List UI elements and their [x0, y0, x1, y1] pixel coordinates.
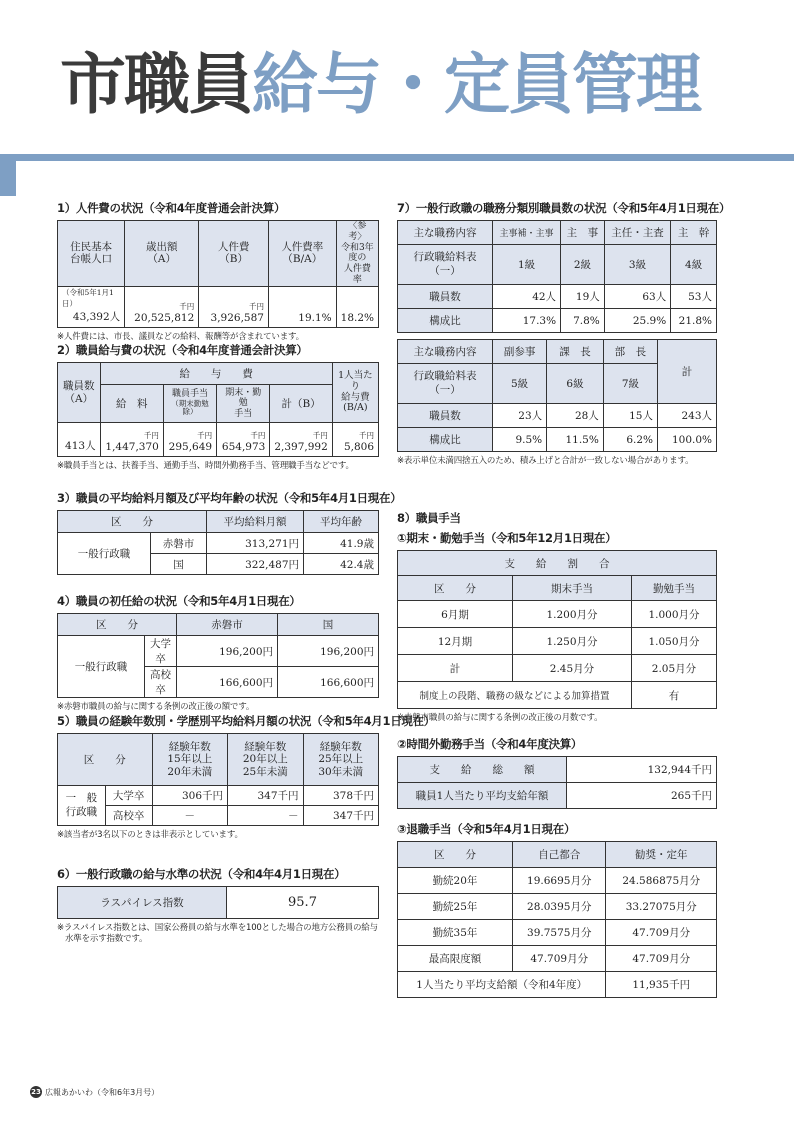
row-label: 高校卒 [145, 667, 177, 698]
section-laspeyres [57, 866, 379, 946]
row-label: 大学卒 [145, 636, 177, 667]
note: ※赤磐市職員の給与に関する条例の改正後の月数です。 [397, 713, 603, 723]
grade-cell: 6級 [547, 364, 604, 404]
row-label: 構成比 [398, 428, 493, 452]
value-cell: 100.0% [658, 428, 717, 452]
value-cell: 347千円 [228, 786, 303, 806]
value-cell: 243人 [658, 404, 717, 428]
row-label: 職員1人当たり平均支給年額 [398, 783, 567, 809]
row-label: 12月期 [398, 628, 513, 655]
value-cell: 23人 [493, 404, 547, 428]
value-cell: 9.5% [493, 428, 547, 452]
value-cell: 413人 [58, 423, 101, 457]
row-label: 高校卒 [105, 806, 152, 826]
value-cell: 17.3% [493, 309, 561, 333]
value-cell: 53人 [671, 285, 717, 309]
section-heading: 2）職員給与費の状況（令和4年度普通会計決算） [57, 343, 308, 357]
section-heading: 3）職員の平均給料月額及び平均年齢の状況（令和5年4月1日現在） [57, 491, 402, 505]
value-cell: 33.27075月分 [606, 894, 717, 920]
grade-cell: 2級 [561, 245, 605, 285]
value-cell: 1.050月分 [631, 628, 716, 655]
row-label: 計 [398, 655, 513, 682]
value-cell: 378千円 [303, 786, 379, 806]
value-cell: 1.200月分 [513, 601, 632, 628]
section-personnel-cost [57, 200, 379, 343]
value-cell: 265千円 [567, 783, 717, 809]
header-cell: 期末手当 [513, 576, 632, 601]
row-label: 国 [151, 554, 207, 575]
value-cell: 654,973 [221, 441, 266, 453]
value-cell: － [228, 806, 303, 826]
header-cell: 経験年数 20年以上 25年未満 [228, 734, 303, 786]
header-cell: 自己都合 [513, 842, 606, 868]
header-cell: 人件費率 （B/A） [268, 221, 336, 287]
section-heading: 8）職員手当 [397, 511, 461, 525]
header-cell: 区 分 [398, 576, 513, 601]
section-heading: 7）一般行政職の職務分類別職員数の状況（令和5年4月1日現在） [397, 201, 731, 215]
header-cell: 職員手当 [171, 389, 208, 400]
value-cell: 21.8% [671, 309, 717, 333]
note: ※ラスパイレス指数とは、国家公務員の給与水準を100とした場合の地方公務員の給与水準を示す指数です。 [57, 923, 378, 945]
header-cell: 1人当たり 給与費 (B/A) [332, 363, 378, 423]
value-cell: 42人 [493, 285, 561, 309]
grade-cell: 4級 [671, 245, 717, 285]
value-cell: 95.7 [227, 887, 379, 919]
header-cell: 給 料 [100, 385, 163, 423]
experience-salary-table [57, 733, 379, 826]
value-cell: 132,944千円 [567, 757, 717, 783]
row-label: 最高限度額 [398, 946, 513, 972]
page-footer [30, 1086, 159, 1098]
header-cell: 赤磐市 [177, 614, 278, 636]
title-part2: 給与・定員管理 [252, 46, 700, 123]
header-cell: 歳出額 （A） [125, 221, 199, 287]
value-cell: 306千円 [152, 786, 227, 806]
section-staff-by-duty [397, 200, 731, 467]
bonus-table [397, 550, 717, 709]
note: ※職員手当とは、扶養手当、通勤手当、時間外勤務手当、管理職手当などです。 [57, 461, 354, 471]
value-cell: 166,600円 [278, 667, 379, 698]
header-cell: 主な職務内容 [398, 340, 493, 364]
salary-cost-table [57, 362, 379, 457]
header-cell: 人件費 （B） [199, 221, 269, 287]
value-cell: 28人 [547, 404, 604, 428]
header-cell: 副参事 [493, 340, 547, 364]
value-cell: 19.6695月分 [513, 868, 606, 894]
header-cell: 給 与 費 [100, 363, 332, 385]
header-cell: 課 長 [547, 340, 604, 364]
value-cell: 20,525,812 [134, 311, 195, 324]
header-sub: （期末勤勉除） [171, 399, 209, 417]
value-cell: 196,200円 [177, 636, 278, 667]
row-label: 6月期 [398, 601, 513, 628]
header-cell: 主事補・主事 [493, 221, 561, 245]
row-label: 1人当たり平均支給額（令和4年度） [398, 972, 606, 998]
value-cell: 6.2% [603, 428, 657, 452]
value-cell: 11.5% [547, 428, 604, 452]
row-label: 職員数 [398, 404, 493, 428]
section-heading: 6）一般行政職の給与水準の状況（令和4年4月1日現在） [57, 867, 346, 881]
value-cell: 2.45月分 [513, 655, 632, 682]
personnel-cost-table [57, 220, 379, 328]
header-cell: 主 幹 [671, 221, 717, 245]
row-label: 構成比 [398, 309, 493, 333]
value-cell: 347千円 [303, 806, 379, 826]
header-cell: 部 長 [603, 340, 657, 364]
value-cell: 5,806 [343, 441, 374, 453]
grade-cell: 5級 [493, 364, 547, 404]
row-label: 職員数 [398, 285, 493, 309]
row-label: 支 給 総 額 [398, 757, 567, 783]
header-cell: 行政職給料表 （一） [398, 364, 493, 404]
header-cell: 期末・勤勉 手当 [217, 385, 270, 423]
value-cell: 47.709月分 [606, 920, 717, 946]
unit-label: 千円 [197, 431, 213, 440]
header-cell: 主任・主査 [604, 221, 670, 245]
header-cell: 国 [278, 614, 379, 636]
value-cell: 322,487円 [207, 554, 304, 575]
date-note: （令和5年1月1日） [62, 287, 114, 308]
value-cell: 2.05月分 [631, 655, 716, 682]
grade-cell: 3級 [604, 245, 670, 285]
value-cell: － [152, 806, 227, 826]
value-cell: 3,926,587 [210, 311, 264, 324]
row-label: 勤続20年 [398, 868, 513, 894]
title-rule-tick [0, 154, 16, 196]
value-cell: 1.000月分 [631, 601, 716, 628]
section-salary-cost [57, 342, 379, 472]
section-experience-salary [57, 713, 436, 841]
page-title [60, 46, 700, 123]
value-cell: 166,600円 [177, 667, 278, 698]
retirement-table [397, 841, 717, 998]
header-cell: 平均給料月額 [207, 511, 304, 533]
unit-label: 千円 [248, 301, 264, 311]
header-cell: 平均年齢 [304, 511, 379, 533]
header-cell: 住民基本 台帳人口 [58, 221, 125, 287]
header-cell: 勧奨・定年 [606, 842, 717, 868]
unit-label: 千円 [179, 301, 195, 311]
note: ※赤磐市職員の給与に関する条例の改正後の額です。 [57, 702, 255, 712]
header-cell: 主な職務内容 [398, 221, 493, 245]
row-label: ラスパイレス指数 [58, 887, 227, 919]
staff-by-duty-table-1 [397, 220, 717, 333]
header-cell: 支 給 割 合 [398, 551, 717, 576]
header-cell: 経験年数 25年以上 30年未満 [303, 734, 379, 786]
value-cell: 28.0395月分 [513, 894, 606, 920]
grade-cell: 7級 [603, 364, 657, 404]
unit-label: 千円 [312, 431, 328, 440]
value-cell: 19.1% [268, 286, 336, 327]
value-cell: 39.7575月分 [513, 920, 606, 946]
unit-label: 千円 [250, 431, 266, 440]
row-label: 制度上の段階、職務の級などによる加算措置 [398, 682, 632, 709]
section-allowances [397, 510, 717, 998]
value-cell: 47.709月分 [606, 946, 717, 972]
value-cell: 7.8% [561, 309, 605, 333]
subsection-heading: ②時間外勤務手当（令和4年度決算） [397, 737, 583, 752]
note: ※表示単位未満四捨五入のため、積み上げと合計が一致しない場合があります。 [397, 456, 694, 466]
header-cell: 主 事 [561, 221, 605, 245]
section-starting-salary [57, 593, 379, 713]
laspeyres-table [57, 886, 379, 919]
staff-by-duty-table-2 [397, 339, 717, 452]
section-avg-salary [57, 490, 402, 575]
header-cell: 区 分 [398, 842, 513, 868]
header-cell: 区 分 [58, 734, 153, 786]
group-cell: 一般行政職 [58, 636, 145, 698]
value-cell: 2,397,992 [274, 441, 328, 453]
value-cell: 41.9歳 [304, 533, 379, 554]
subsection-heading: ①期末・勤勉手当（令和5年12月1日現在） [397, 531, 617, 545]
value-cell: 有 [631, 682, 716, 709]
value-cell: 42.4歳 [304, 554, 379, 575]
value-cell: 63人 [604, 285, 670, 309]
section-heading: 5）職員の経験年数別・学歴別平均給料月額の状況（令和5年4月1日現在） [57, 714, 436, 728]
header-cell: 区 分 [58, 511, 207, 533]
note: ※人件費には、市長、議員などの給料、報酬等が含まれています。 [57, 331, 304, 342]
group-cell: 一 般 行政職 [58, 786, 106, 826]
value-cell: 15人 [603, 404, 657, 428]
header-cell: 経験年数 15年以上 20年未満 [152, 734, 227, 786]
unit-label: 千円 [143, 431, 159, 440]
row-label: 赤磐市 [151, 533, 207, 554]
value-cell: 11,935千円 [606, 972, 717, 998]
subsection-heading: ③退職手当（令和5年4月1日現在） [397, 822, 576, 837]
overtime-table [397, 756, 717, 809]
value-cell: 47.709月分 [513, 946, 606, 972]
avg-salary-table [57, 510, 379, 575]
row-label: 大学卒 [105, 786, 152, 806]
header-cell: 計 [658, 340, 717, 404]
value-cell: 19人 [561, 285, 605, 309]
section-heading: 4）職員の初任給の状況（令和5年4月1日現在） [57, 594, 301, 608]
title-rule [0, 154, 794, 161]
group-cell: 一般行政職 [58, 533, 151, 575]
note: ※該当者が3名以下のときは非表示としています。 [57, 830, 243, 840]
value-cell: 196,200円 [278, 636, 379, 667]
title-part1: 市職員 [60, 46, 252, 123]
value-cell: 43,392人 [72, 310, 121, 323]
value-cell: 24.586875月分 [606, 868, 717, 894]
value-cell: 295,649 [168, 441, 213, 453]
value-cell: 1,447,370 [105, 441, 159, 453]
row-label: 勤続35年 [398, 920, 513, 946]
publication-name: 広報あかいわ（令和6年3月号） [45, 1087, 160, 1097]
row-label: 勤続25年 [398, 894, 513, 920]
header-cell: 計（B） [270, 385, 332, 423]
value-cell: 25.9% [604, 309, 670, 333]
value-cell: 313,271円 [207, 533, 304, 554]
section-heading: 1）人件費の状況（令和4年度普通会計決算） [57, 201, 286, 215]
header-cell: 職員数 （A） [58, 363, 101, 423]
header-cell: 行政職給料表 （一） [398, 245, 493, 285]
page-number: 23 [31, 1088, 41, 1096]
value-cell: 1.250月分 [513, 628, 632, 655]
starting-salary-table [57, 613, 379, 698]
header-cell: 区 分 [58, 614, 177, 636]
grade-cell: 1級 [493, 245, 561, 285]
value-cell: 18.2% [336, 286, 378, 327]
header-cell: 勤勉手当 [631, 576, 716, 601]
unit-label: 千円 [359, 431, 374, 440]
header-cell: 〈参考〉 令和3年度の 人件費率 [336, 221, 378, 287]
